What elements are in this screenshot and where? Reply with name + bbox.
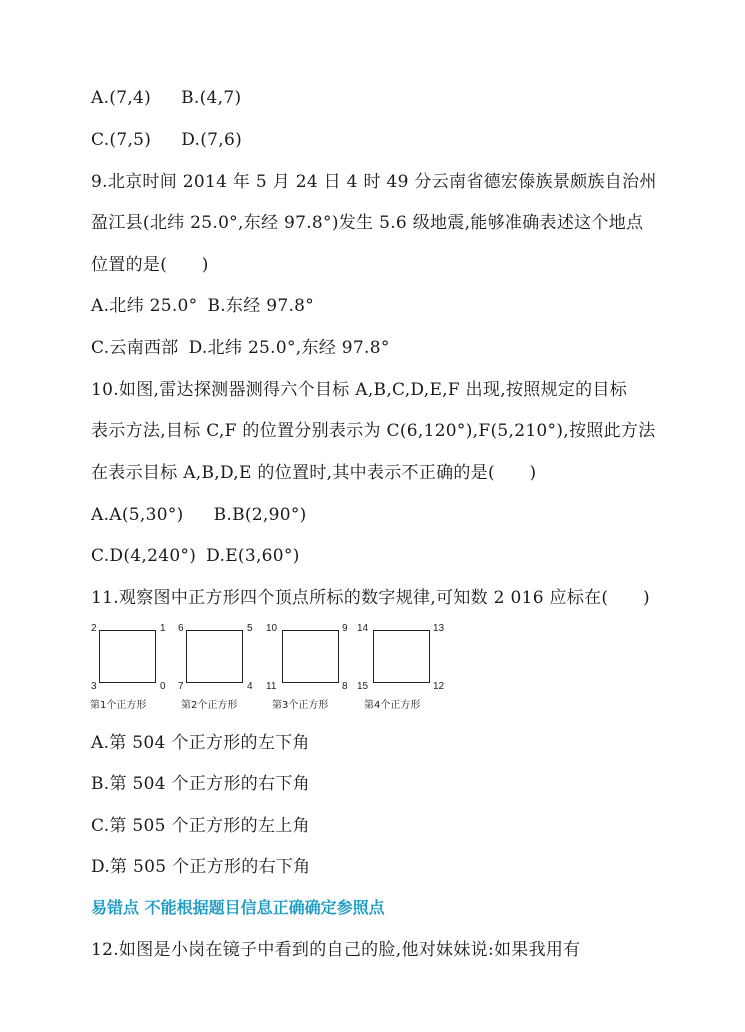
square-2-top-right-label: 5 bbox=[247, 623, 253, 634]
q11-option-c: C.第 505 个正方形的左上角 bbox=[91, 816, 310, 836]
square-1-caption: 第1个正方形 bbox=[90, 700, 147, 711]
q9-options-row-1 bbox=[91, 295, 314, 317]
square-1-bottom-left-label: 3 bbox=[91, 681, 97, 692]
q9-options-row-2 bbox=[91, 337, 390, 359]
q10-option-a: A.A(5,30°) bbox=[91, 505, 184, 525]
q9-option-c: C.云南西部 bbox=[91, 338, 179, 358]
error-point-heading: 易错点 不能根据题目信息正确确定参照点 bbox=[91, 898, 385, 917]
square-3-top-right-label: 9 bbox=[342, 623, 348, 634]
q11-stem-line-1: 11.观察图中正方形四个顶点所标的数字规律,可知数 2 016 应标在( ) bbox=[91, 588, 650, 608]
q10-stem-line-3: 在表示目标 A,B,D,E 的位置时,其中表示不正确的是( ) bbox=[91, 463, 537, 483]
square-1-top-left-label: 2 bbox=[91, 623, 97, 634]
q9-option-a: A.北纬 25.0° bbox=[91, 296, 198, 316]
q10-options-row-1 bbox=[91, 504, 307, 526]
q9-stem-line-3: 位置的是( ) bbox=[91, 255, 209, 275]
square-1-bottom-right-label: 0 bbox=[160, 681, 166, 692]
q10-option-b: B.B(2,90°) bbox=[213, 505, 307, 525]
square-2-top-left-label: 6 bbox=[178, 623, 184, 634]
square-2-bottom-right-label: 4 bbox=[247, 681, 253, 692]
q10-stem-line-2: 表示方法,目标 C,F 的位置分别表示为 C(6,120°),F(5,210°),按照此方法 bbox=[91, 421, 656, 441]
q9-option-b: B.东经 97.8° bbox=[207, 296, 315, 316]
square-2-bottom-left-label: 7 bbox=[178, 681, 184, 692]
q9-stem-line-2: 盈江县(北纬 25.0°,东经 97.8°)发生 5.6 级地震,能够准确表述这个地点 bbox=[91, 213, 644, 233]
square-4 bbox=[373, 630, 430, 683]
square-4-top-right-label: 13 bbox=[433, 623, 445, 634]
q8-option-c: C.(7,5) bbox=[91, 130, 152, 150]
q12-stem-line-1: 12.如图是小岗在镜子中看到的自己的脸,他对妹妹说:如果我用有 bbox=[91, 940, 581, 960]
square-2 bbox=[186, 630, 243, 683]
q8-options-row-1 bbox=[91, 87, 241, 109]
q8-option-a: A.(7,4) bbox=[91, 88, 152, 108]
q10-stem-line-1: 10.如图,雷达探测器测得六个目标 A,B,C,D,E,F 出现,按照规定的目标 bbox=[91, 380, 628, 400]
q10-options-row-2 bbox=[91, 545, 300, 567]
square-4-bottom-left-label: 15 bbox=[357, 681, 369, 692]
q8-option-b: B.(4,7) bbox=[181, 88, 242, 108]
q11-option-d: D.第 505 个正方形的右下角 bbox=[91, 857, 311, 877]
q9-stem-line-1: 9.北京时间 2014 年 5 月 24 日 4 时 49 分云南省德宏傣族景颇族自治州 bbox=[91, 172, 657, 192]
square-2-caption: 第2个正方形 bbox=[181, 700, 238, 711]
q9-option-d: D.北纬 25.0°,东经 97.8° bbox=[188, 338, 390, 358]
q10-option-d: D.E(3,60°) bbox=[206, 546, 300, 566]
square-3 bbox=[282, 630, 339, 683]
q11-option-b: B.第 504 个正方形的右下角 bbox=[91, 774, 310, 794]
q11-option-a: A.第 504 个正方形的左下角 bbox=[91, 733, 310, 753]
square-4-top-left-label: 14 bbox=[357, 623, 369, 634]
q8-options-row-2 bbox=[91, 129, 242, 151]
square-3-caption: 第3个正方形 bbox=[272, 700, 329, 711]
square-1 bbox=[99, 630, 156, 683]
square-3-bottom-right-label: 8 bbox=[342, 681, 348, 692]
square-3-top-left-label: 10 bbox=[266, 623, 278, 634]
q10-option-c: C.D(4,240°) bbox=[91, 546, 197, 566]
square-4-caption: 第4个正方形 bbox=[364, 700, 421, 711]
square-3-bottom-left-label: 11 bbox=[266, 681, 277, 692]
square-4-bottom-right-label: 12 bbox=[433, 681, 445, 692]
square-1-top-right-label: 1 bbox=[160, 623, 166, 634]
q8-option-d: D.(7,6) bbox=[181, 130, 243, 150]
